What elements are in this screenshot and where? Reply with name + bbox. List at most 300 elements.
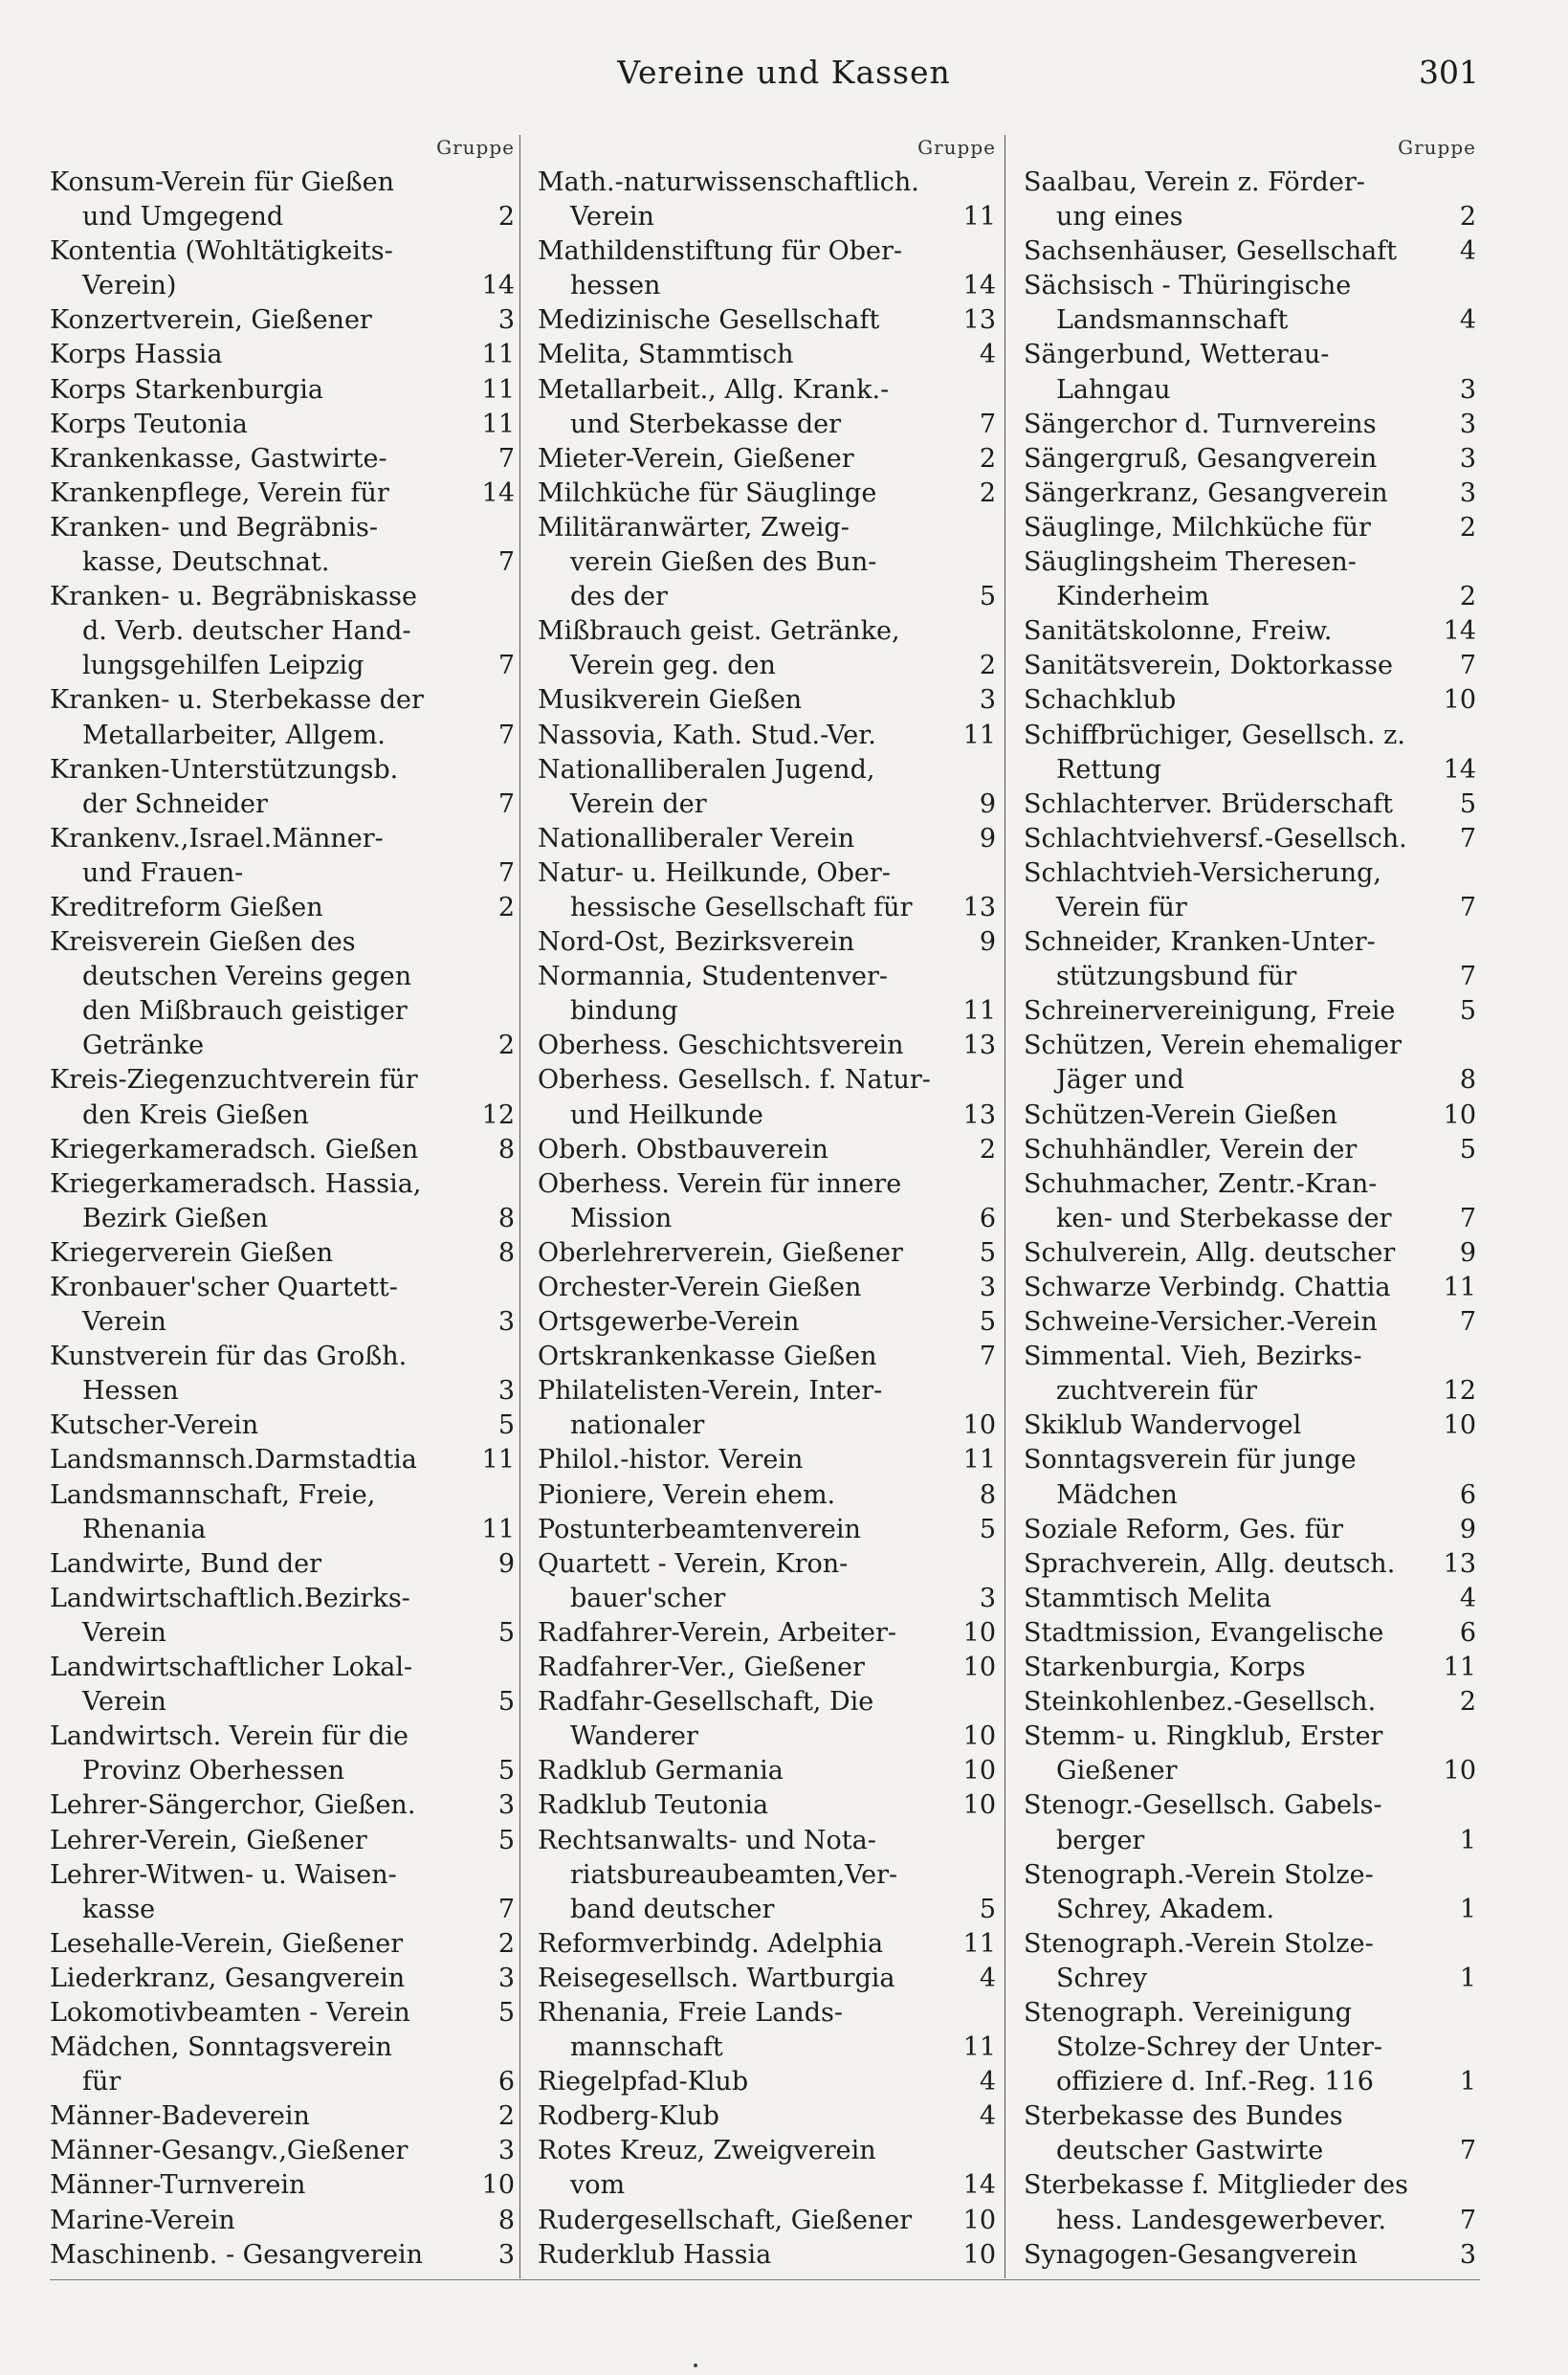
entry-name: Lehrer-Witwen- u. Waisen- <box>50 1859 397 1890</box>
entry-group-number: 2 <box>974 1133 996 1167</box>
footer-rule <box>50 2279 1480 2280</box>
entry-name: Radklub Teutonia <box>538 1790 769 1821</box>
entry-group-number: 1 <box>1454 2065 1476 2099</box>
entry-group-number: 3 <box>493 1374 515 1409</box>
entry-group-number: 3 <box>493 2238 515 2273</box>
entry-name-continued: Metallarbeiter, Allgem. <box>82 720 386 750</box>
entry-name: Schreinervereinigung, Freie <box>1024 996 1396 1027</box>
entry-group-number: 8 <box>493 1133 515 1167</box>
index-entry <box>50 1788 519 1823</box>
entry-name-continued: für <box>82 2067 121 2098</box>
index-entry <box>50 1962 519 1996</box>
entry-group-number: 5 <box>974 1513 996 1547</box>
entry-name: Sanitätskolonne, Freiw. <box>1024 616 1333 647</box>
index-entry <box>1024 994 1480 1029</box>
entry-group-number: 14 <box>958 2168 996 2203</box>
entry-name: Soziale Reform, Ges. für <box>1024 1514 1343 1544</box>
entry-group-number: 11 <box>958 994 996 1029</box>
entry-name: Krankenpflege, Verein für <box>50 477 389 508</box>
entry-name: Nationalliberalen Jugend, <box>538 754 875 785</box>
entry-name: Stenograph.-Verein Stolze- <box>1024 1928 1374 1959</box>
index-entry <box>50 1236 519 1271</box>
entry-group-number: 11 <box>958 1927 996 1962</box>
entry-name: Säuglingsheim Theresen- <box>1024 547 1357 578</box>
index-entry <box>1024 166 1480 234</box>
entry-group-number: 7 <box>1454 2134 1476 2168</box>
entry-group-number: 3 <box>493 1305 515 1340</box>
entry-name: Männer-Gesangv.,Gießener <box>50 2136 409 2166</box>
entry-group-number: 14 <box>1438 753 1476 788</box>
entry-name-continued: Schrey <box>1056 1963 1148 1993</box>
entry-name-continued: Wanderer <box>570 1721 698 1752</box>
entry-name-continued: Stolze-Schrey der Unter- <box>1056 2032 1383 2063</box>
entry-group-number: 14 <box>958 269 996 303</box>
group-column-header: Gruppe <box>917 136 996 159</box>
index-entry <box>1024 649 1480 683</box>
entry-group-number: 3 <box>974 1582 996 1616</box>
entry-name: Kutscher-Verein <box>50 1410 259 1441</box>
index-entry <box>50 822 519 891</box>
entry-group-number: 5 <box>493 1996 515 2031</box>
entry-name-continued: Mission <box>570 1203 673 1233</box>
entry-group-number: 8 <box>1454 1063 1476 1098</box>
entry-name: Oberhess. Verein für innere <box>538 1168 902 1199</box>
index-entry <box>50 2238 519 2273</box>
entry-name: Radfahrer-Verein, Arbeiter- <box>538 1617 896 1648</box>
entry-group-number: 10 <box>1438 1409 1476 1443</box>
entry-group-number: 7 <box>1454 1202 1476 1236</box>
index-entry <box>538 1927 1000 1962</box>
entry-group-number: 7 <box>493 856 515 891</box>
entry-group-number: 4 <box>1454 234 1476 269</box>
index-entry <box>1024 2238 1480 2273</box>
index-entry <box>50 753 519 822</box>
entry-group-number: 9 <box>974 788 996 822</box>
index-entry <box>1024 338 1480 407</box>
entry-name: Schiffbrüchiger, Gesellsch. z. <box>1024 720 1405 750</box>
entry-group-number: 11 <box>476 408 515 442</box>
entry-name-continued: lungsgehilfen Leipzig <box>82 651 364 681</box>
entry-group-number: 6 <box>1454 1616 1476 1651</box>
entry-name-continued: kasse <box>82 1894 156 1924</box>
entry-name: Pioniere, Verein ehem. <box>538 1479 836 1510</box>
index-entry <box>538 753 1000 822</box>
entry-name: Schlachterver. Brüderschaft <box>1024 788 1393 819</box>
index-entry <box>1024 788 1480 822</box>
index-entry <box>1024 442 1480 477</box>
index-entry <box>50 2168 519 2203</box>
entry-name: Schuhmacher, Zentr.-Kran- <box>1024 1168 1378 1199</box>
entry-name: Sterbekasse des Bundes <box>1024 2101 1343 2132</box>
entry-name: Kunstverein für das Großh. <box>50 1342 408 1372</box>
index-entry <box>538 2099 1000 2134</box>
entry-name-continued: Gießener <box>1056 1756 1178 1787</box>
entry-name-continued: Landsmannschaft <box>1056 305 1289 336</box>
entry-group-number: 4 <box>1454 1582 1476 1616</box>
index-entry <box>538 1685 1000 1754</box>
entry-name-continued: hess. Landesgewerbever. <box>1056 2205 1387 2235</box>
index-entry <box>50 891 519 925</box>
index-entry <box>538 2238 1000 2273</box>
entry-name: Konzertverein, Gießener <box>50 305 372 336</box>
index-entry <box>538 234 1000 303</box>
index-entry <box>50 511 519 580</box>
entry-name-continued: Jäger und <box>1056 1065 1184 1096</box>
entry-name: Rechtsanwalts- und Nota- <box>538 1825 876 1855</box>
entry-group-number: 9 <box>974 925 996 960</box>
entry-group-number: 7 <box>1454 891 1476 925</box>
index-entry <box>538 1167 1000 1236</box>
entry-group-number: 2 <box>493 2099 515 2134</box>
index-entry <box>538 2134 1000 2203</box>
entry-group-number: 10 <box>1438 683 1476 718</box>
entry-name-continued: riatsbureaubeamten,Ver- <box>570 1859 898 1890</box>
entry-name: Starkenburgia, Korps <box>1024 1653 1306 1683</box>
entry-name-continued: d. Verb. deutscher Hand- <box>82 616 411 647</box>
entry-group-number: 5 <box>1454 1133 1476 1167</box>
index-entry <box>538 1029 1000 1063</box>
entry-name: Sprachverein, Allg. deutsch. <box>1024 1548 1396 1579</box>
entry-group-number: 2 <box>493 200 515 234</box>
entry-group-number: 7 <box>974 408 996 442</box>
entry-group-number: 10 <box>958 1788 996 1823</box>
entry-name: Sängerbund, Wetterau- <box>1024 340 1330 370</box>
entry-group-number: 3 <box>974 1271 996 1305</box>
entry-group-number: 3 <box>1454 408 1476 442</box>
entry-group-number: 13 <box>1438 1547 1476 1582</box>
entry-group-number: 2 <box>1454 511 1476 545</box>
entry-name: Landwirtschaftlich.Bezirks- <box>50 1583 410 1613</box>
index-entry <box>1024 683 1480 718</box>
entry-name: Lehrer-Sängerchor, Gießen. <box>50 1790 416 1821</box>
entry-group-number: 3 <box>1454 373 1476 408</box>
entry-name-continued: deutschen Vereins gegen <box>82 962 412 992</box>
entry-group-number: 10 <box>958 1754 996 1788</box>
index-entry <box>538 511 1000 614</box>
index-entry <box>538 1651 1000 1685</box>
entry-name: Sachsenhäuser, Gesellschaft <box>1024 236 1398 267</box>
entry-name-continued: deutscher Gastwirte <box>1056 2136 1324 2166</box>
index-column-3 <box>1024 129 1480 2282</box>
entry-group-number: 8 <box>493 2204 515 2238</box>
index-entry <box>50 1167 519 1236</box>
entry-group-number: 12 <box>1438 1374 1476 1409</box>
entry-name: Kreis-Ziegenzuchtverein für <box>50 1065 418 1096</box>
entry-group-number: 2 <box>1454 1685 1476 1720</box>
entry-name-continued: und Sterbekasse der <box>570 409 842 439</box>
entry-group-number: 8 <box>493 1202 515 1236</box>
index-entry <box>538 1271 1000 1305</box>
entry-group-number: 9 <box>1454 1513 1476 1547</box>
entry-group-number: 7 <box>493 649 515 683</box>
entry-name-continued: Hessen <box>82 1376 179 1407</box>
index-entry <box>50 1927 519 1962</box>
entry-name-continued: und Umgegend <box>82 202 284 233</box>
entry-name: Philol.-histor. Verein <box>538 1445 804 1476</box>
index-entry <box>1024 1547 1480 1582</box>
entry-name-continued: Mädchen <box>1056 1479 1178 1510</box>
entry-group-number: 7 <box>974 1340 996 1374</box>
entry-group-number: 13 <box>958 1099 996 1133</box>
entry-group-number: 10 <box>958 1409 996 1443</box>
entry-name: Kreditreform Gießen <box>50 892 323 922</box>
entry-name: Kranken- und Begräbnis- <box>50 512 379 543</box>
entry-group-number: 4 <box>974 2099 996 2134</box>
entry-name: Maschinenb. - Gesangverein <box>50 2239 423 2270</box>
entry-group-number: 5 <box>1454 994 1476 1029</box>
entry-name: Stenograph.-Verein Stolze- <box>1024 1859 1374 1890</box>
index-entry <box>1024 1099 1480 1133</box>
entry-group-number: 1 <box>1454 1824 1476 1858</box>
index-entry <box>1024 1305 1480 1340</box>
entry-name: Mißbrauch geist. Getränke, <box>538 616 900 647</box>
entry-group-number: 10 <box>958 1651 996 1685</box>
index-entry <box>538 614 1000 683</box>
entry-name: Stenograph. Vereinigung <box>1024 1997 1352 2028</box>
index-entry <box>1024 1271 1480 1305</box>
entry-name-continued: stützungsbund für <box>1056 962 1297 992</box>
index-column-1 <box>50 129 519 2282</box>
entry-name: Radfahrer-Ver., Gießener <box>538 1653 865 1683</box>
entry-name-continued: Rhenania <box>82 1514 207 1544</box>
entry-name-continued: Lahngau <box>1056 374 1171 405</box>
entry-name-continued: berger <box>1056 1825 1145 1855</box>
entry-group-number: 10 <box>958 2204 996 2238</box>
entry-name: Sängergruß, Gesangverein <box>1024 443 1378 474</box>
entry-name: Landwirte, Bund der <box>50 1548 322 1579</box>
entry-group-number: 7 <box>1454 960 1476 994</box>
entry-group-number: 3 <box>1454 442 1476 477</box>
index-entry <box>538 1063 1000 1132</box>
entry-name-continued: band deutscher <box>570 1894 775 1924</box>
entry-group-number: 5 <box>493 1824 515 1858</box>
index-entry <box>1024 269 1480 338</box>
entry-group-number: 10 <box>1438 1754 1476 1788</box>
index-entry <box>50 925 519 1063</box>
entry-name: Milchküche für Säuglinge <box>538 477 877 508</box>
index-entry <box>50 2099 519 2134</box>
entry-group-number: 11 <box>958 1443 996 1477</box>
index-entry <box>1024 1443 1480 1512</box>
entry-group-number: 5 <box>493 1409 515 1443</box>
entry-group-number: 5 <box>974 1893 996 1927</box>
entry-name-continued: ung eines <box>1056 202 1183 233</box>
entry-group-number: 2 <box>974 649 996 683</box>
entry-name-continued: verein Gießen des Bun- <box>570 547 877 578</box>
entry-name: Korps Hassia <box>50 340 223 370</box>
entry-name-continued: Schrey, Akadem. <box>1056 1894 1275 1924</box>
entry-group-number: 9 <box>1454 1236 1476 1271</box>
index-entry <box>538 1305 1000 1340</box>
entry-group-number: 10 <box>958 1720 996 1754</box>
column-divider <box>519 135 520 2278</box>
entry-name: Kranken- u. Sterbekasse der <box>50 685 424 716</box>
entry-name: Marine-Verein <box>50 2205 235 2235</box>
entry-name-continued: des der <box>570 582 668 612</box>
page-number: 301 <box>1419 54 1479 91</box>
entry-group-number: 11 <box>476 1513 515 1547</box>
index-entry <box>1024 1927 1480 1996</box>
entry-name: Oberhess. Gesellsch. f. Natur- <box>538 1065 931 1096</box>
index-entry <box>1024 822 1480 856</box>
index-entry <box>538 303 1000 338</box>
entry-group-number: 14 <box>1438 614 1476 649</box>
entry-name: Kreisverein Gießen des <box>50 927 356 958</box>
entry-name: Ortsgewerbe-Verein <box>538 1307 800 1338</box>
entry-name-continued: mannschaft <box>570 2032 723 2063</box>
entry-name: Lesehalle-Verein, Gießener <box>50 1928 404 1959</box>
entry-name: Stadtmission, Evangelische <box>1024 1617 1384 1648</box>
entry-name: Krankenkasse, Gastwirte- <box>50 443 387 474</box>
entry-name-continued: Verein der <box>570 788 707 819</box>
entry-name: Landwirtsch. Verein für die <box>50 1721 409 1752</box>
entry-name: Steinkohlenbez.-Gesellsch. <box>1024 1687 1377 1718</box>
entry-group-number: 13 <box>958 891 996 925</box>
entry-name: Riegelpfad-Klub <box>538 2067 749 2098</box>
entry-name: Oberhess. Geschichtsverein <box>538 1031 904 1061</box>
entry-group-number: 10 <box>476 2168 515 2203</box>
entry-name: Kriegerverein Gießen <box>50 1237 334 1268</box>
entry-name-continued: nationaler <box>570 1410 705 1441</box>
entry-group-number: 5 <box>974 1305 996 1340</box>
entry-name: Liederkranz, Gesangverein <box>50 1963 406 1993</box>
entry-group-number: 7 <box>493 442 515 477</box>
entry-name: Schwarze Verbindg. Chattia <box>1024 1273 1391 1302</box>
page-header <box>0 54 1568 101</box>
entry-group-number: 6 <box>974 1202 996 1236</box>
index-entry <box>50 373 519 408</box>
entry-name: Männer-Turnverein <box>50 2170 306 2201</box>
index-entry <box>50 1063 519 1132</box>
index-entry <box>50 477 519 511</box>
entry-name-continued: und Frauen- <box>82 857 244 888</box>
index-entry <box>1024 408 1480 442</box>
entry-group-number: 13 <box>958 1029 996 1063</box>
entry-name: Säuglinge, Milchküche für <box>1024 512 1371 543</box>
entry-name: Radklub Germania <box>538 1756 784 1787</box>
entry-name: Sängerchor d. Turnvereins <box>1024 409 1377 439</box>
entry-name-continued: Verein <box>82 1687 166 1718</box>
index-entry <box>50 166 519 234</box>
index-entry <box>50 2134 519 2168</box>
entry-name: Mädchen, Sonntagsverein <box>50 2032 392 2063</box>
entry-group-number: 2 <box>974 442 996 477</box>
entry-group-number: 3 <box>493 1962 515 1996</box>
entry-group-number: 2 <box>974 477 996 511</box>
entry-name: Sterbekasse f. Mitglieder des <box>1024 2170 1408 2201</box>
entry-name: Schlachtvieh-Versicherung, <box>1024 857 1381 888</box>
entry-name: Kriegerkameradsch. Hassia, <box>50 1168 422 1199</box>
index-entry <box>1024 719 1480 788</box>
entry-group-number: 7 <box>493 719 515 753</box>
entry-group-number: 3 <box>1454 2238 1476 2273</box>
index-entry <box>538 1478 1000 1513</box>
entry-name: Schweine-Versicher.-Verein <box>1024 1307 1378 1338</box>
entry-group-number: 11 <box>476 373 515 408</box>
index-entry <box>1024 1720 1480 1788</box>
index-entry <box>538 338 1000 372</box>
index-entry <box>1024 1651 1480 1685</box>
entry-group-number: 8 <box>974 1478 996 1513</box>
entry-name: Schützen, Verein ehemaliger <box>1024 1031 1402 1061</box>
index-entry <box>538 442 1000 477</box>
index-entry <box>50 1443 519 1477</box>
entry-group-number: 5 <box>493 1616 515 1651</box>
index-entry <box>538 1962 1000 1996</box>
entry-group-number: 14 <box>476 269 515 303</box>
index-entry <box>50 338 519 372</box>
index-entry <box>50 1858 519 1927</box>
index-entry <box>1024 1616 1480 1651</box>
entry-name-continued: offiziere d. Inf.-Reg. 116 <box>1056 2067 1374 2098</box>
entry-name-continued: vom <box>570 2170 626 2201</box>
index-entry <box>50 683 519 752</box>
index-entry <box>538 1754 1000 1788</box>
entry-name: Nationalliberaler Verein <box>538 823 855 854</box>
index-column-2 <box>538 129 1000 2282</box>
index-entry <box>50 1478 519 1547</box>
entry-name-continued: Verein für <box>1056 892 1187 922</box>
entry-name: Rodberg-Klub <box>538 2101 719 2132</box>
entry-group-number: 5 <box>974 1236 996 1271</box>
entry-group-number: 4 <box>974 338 996 372</box>
group-column-header: Gruppe <box>1398 136 1476 159</box>
entry-group-number: 14 <box>476 477 515 511</box>
entry-name: Landsmannsch.Darmstadtia <box>50 1445 417 1476</box>
entry-name: Schuhhändler, Verein der <box>1024 1134 1358 1165</box>
entry-name: Sängerkranz, Gesangverein <box>1024 477 1388 508</box>
index-entry <box>538 683 1000 718</box>
entry-name: Korps Teutonia <box>50 409 248 439</box>
entry-group-number: 7 <box>1454 649 1476 683</box>
index-entry <box>1024 1858 1480 1927</box>
index-entry <box>1024 1340 1480 1409</box>
index-entry <box>538 2065 1000 2099</box>
entry-name: Rotes Kreuz, Zweigverein <box>538 2136 876 2166</box>
entry-name-continued: und Heilkunde <box>570 1099 763 1130</box>
entry-name: Lehrer-Verein, Gießener <box>50 1825 367 1855</box>
entry-name: Quartett - Verein, Kron- <box>538 1548 849 1579</box>
index-entry <box>538 960 1000 1029</box>
entry-group-number: 4 <box>974 2065 996 2099</box>
entry-name: Orchester-Verein Gießen <box>538 1273 862 1302</box>
entry-name-continued: Rettung <box>1056 754 1162 785</box>
index-entry <box>538 166 1000 234</box>
entry-group-number: 2 <box>493 1927 515 1962</box>
index-entry <box>50 1340 519 1409</box>
index-entry <box>50 1133 519 1167</box>
entry-group-number: 1 <box>1454 1893 1476 1927</box>
entry-name-continued: Verein <box>82 1617 166 1648</box>
entry-group-number: 2 <box>493 891 515 925</box>
entry-group-number: 11 <box>958 719 996 753</box>
entry-name: Militäranwärter, Zweig- <box>538 512 850 543</box>
index-entry <box>538 1340 1000 1374</box>
entry-name: Kranken- u. Begräbniskasse <box>50 582 417 612</box>
entry-name: Korps Starkenburgia <box>50 374 324 405</box>
entry-name-continued: der Schneider <box>82 788 268 819</box>
entry-group-number: 1 <box>1454 1962 1476 1996</box>
entry-name: Philatelisten-Verein, Inter- <box>538 1376 883 1407</box>
entry-name: Nassovia, Kath. Stud.-Ver. <box>538 720 876 750</box>
entry-name: Metallarbeit., Allg. Krank.- <box>538 374 890 405</box>
index-entry <box>50 580 519 683</box>
index-entry <box>50 1271 519 1340</box>
entry-name-continued: den Kreis Gießen <box>82 1099 309 1130</box>
index-entry <box>1024 1513 1480 1547</box>
entry-group-number: 4 <box>974 1962 996 1996</box>
index-entry <box>538 477 1000 511</box>
